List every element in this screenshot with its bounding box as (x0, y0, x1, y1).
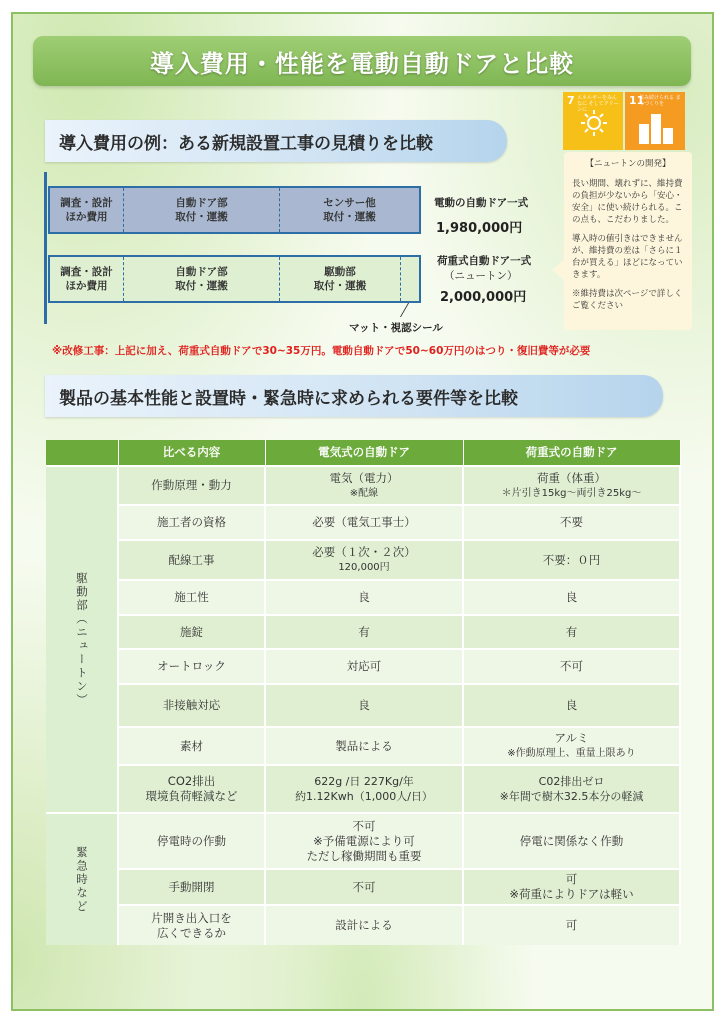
sdg-11-caption: 住み続けられる まちづくりを (639, 95, 681, 107)
header-gravity: 荷重式の自動ドア (463, 440, 680, 466)
row-item: CO2排出 環境負荷軽減など (118, 765, 265, 813)
gravity-set-sublabel: （ニュートン） (444, 270, 518, 282)
row-gravity: 不要 (463, 505, 680, 540)
table-row (46, 765, 680, 813)
note-title: 【ニュートンの開発】 (585, 159, 671, 169)
group-drive-unit: 駆動部（ニュートン） (46, 466, 118, 813)
row-gravity: 停電に関係なく作動 (463, 813, 680, 869)
row-electric: 622g /日 227Kg/年 約1.12Kwh（1,000人/日） (265, 765, 463, 813)
note-paragraph-3: ※維持費は次ページで詳しくご覧ください (572, 289, 683, 311)
mat-sticker-label: マット・視認シール (349, 322, 443, 334)
cell-subtext: ※配線 (349, 487, 379, 499)
row-item: 配線工事 (118, 540, 265, 580)
row-electric: 設計による (265, 905, 463, 945)
cell-text: 必要（１次・２次） (312, 545, 416, 559)
sdg-11-number: 11 (629, 94, 645, 107)
cell-text: 荷重（体重） (537, 470, 606, 485)
gravity-price: 2,000,000円 (440, 290, 527, 305)
table-row (46, 684, 680, 727)
row-item: 手動開閉 (118, 869, 265, 905)
row-item: 非接触対応 (118, 684, 265, 727)
electric-seg-sensor: センサー他 取付・運搬 (323, 197, 376, 223)
row-item: オートロック (118, 649, 265, 684)
note-paragraph-2: 導入時の値引きはできませんが、維持費の差は「さらに１台が買える」ほどになっていきます。 (572, 234, 683, 280)
row-item: 施錠 (118, 615, 265, 649)
row-electric: 不可 (265, 869, 463, 905)
table-row (46, 813, 680, 869)
gravity-seg-drive: 駆動部 取付・運搬 (280, 257, 401, 301)
newton-development-note (564, 152, 692, 330)
row-gravity: 良 (463, 580, 680, 615)
electric-set-label: 電動の自動ドア一式 (434, 197, 529, 209)
performance-section-header (45, 375, 663, 417)
row-gravity: 有 (463, 615, 680, 649)
cell-subtext: 120,000円 (338, 562, 390, 573)
header-blank (46, 440, 118, 466)
row-item: 素材 (118, 727, 265, 765)
row-item: 施工者の資格 (118, 505, 265, 540)
group-emergency: 緊急時など (46, 813, 118, 945)
table-row (46, 505, 680, 540)
row-electric (265, 540, 463, 580)
sun-icon (580, 109, 608, 137)
row-gravity (463, 727, 680, 765)
row-item: 施工性 (118, 580, 265, 615)
electric-estimate-bar (48, 186, 421, 234)
table-header-row (46, 440, 680, 466)
sdg-goal-11-icon (625, 92, 685, 150)
electric-price: 1,980,000円 (436, 221, 523, 236)
city-buildings-icon (637, 110, 675, 146)
page-title: 導入費用・性能を電動自動ドアと比較 (149, 49, 575, 78)
table-row (46, 580, 680, 615)
gravity-set-label: 荷重式自動ドア一式 (437, 255, 532, 267)
sdg-7-caption: エネルギーをみんなに そしてクリーンに (577, 95, 619, 113)
estimate-section-title: 導入費用の例：ある新規設置工事の見積りを比較 (59, 133, 433, 154)
row-electric: 必要（電気工事士） (265, 505, 463, 540)
row-electric (265, 466, 463, 505)
page-title-banner (33, 36, 691, 86)
cell-subtext: ※作動原理上、重量上限あり (507, 748, 636, 759)
table-row (46, 727, 680, 765)
row-gravity: 可 ※荷重によりドアは軽い (463, 869, 680, 905)
table-row (46, 615, 680, 649)
gravity-estimate-bar (48, 255, 421, 303)
row-gravity (463, 466, 680, 505)
gravity-seg-door: 自動ドア部 取付・運搬 (124, 257, 280, 301)
estimate-section-header (45, 120, 507, 162)
cell-text: アルミ (554, 731, 589, 745)
estimate-bar-axis (44, 172, 47, 324)
gravity-seg-mat (401, 257, 419, 301)
renovation-cost-note: ※改修工事：上記に加え、荷重式自動ドアで30~35万円。電動自動ドアで50~60万円のはつり・復旧費等が必要 (52, 345, 591, 357)
header-item: 比べる内容 (118, 440, 265, 466)
row-electric: 対応可 (265, 649, 463, 684)
electric-seg-design: 調査・設計 ほか費用 (50, 188, 124, 232)
row-electric: 製品による (265, 727, 463, 765)
sdg-goal-7-icon (563, 92, 623, 150)
cell-subtext: ＊片引き15kg～両引き25kg～ (501, 487, 642, 499)
row-item: 停電時の作動 (118, 813, 265, 869)
table-row (46, 649, 680, 684)
table-row (46, 466, 680, 505)
cell-text: 電気（電力） (329, 470, 399, 485)
row-gravity: 可 (463, 905, 680, 945)
table-row (46, 540, 680, 580)
table-row (46, 905, 680, 945)
row-item: 片開き出入口を 広くできるか (118, 905, 265, 945)
row-item: 作動原理・動力 (118, 466, 265, 505)
sdg-7-number: 7 (567, 94, 575, 107)
comparison-table (46, 440, 681, 945)
performance-section-title: 製品の基本性能と設置時・緊急時に求められる要件等を比較 (59, 388, 518, 409)
header-electric: 電気式の自動ドア (265, 440, 463, 466)
table-row (46, 869, 680, 905)
row-gravity: C02排出ゼロ ※年間で樹木32.5本分の軽減 (463, 765, 680, 813)
row-gravity: 不可 (463, 649, 680, 684)
row-gravity: 良 (463, 684, 680, 727)
note-paragraph-1: 長い期間、壊れずに、維持費の負担が少ないから「安心・安全」に使い続けられる。この点も、こだわりました。 (572, 179, 683, 225)
electric-seg-door: 自動ドア部 取付・運搬 (124, 188, 280, 232)
row-electric: 有 (265, 615, 463, 649)
row-gravity: 不要：０円 (463, 540, 680, 580)
row-electric: 良 (265, 684, 463, 727)
gravity-seg-design: 調査・設計 ほか費用 (50, 257, 124, 301)
row-electric: 良 (265, 580, 463, 615)
row-electric: 不可 ※予備電源により可 ただし稼働期間も重要 (265, 813, 463, 869)
